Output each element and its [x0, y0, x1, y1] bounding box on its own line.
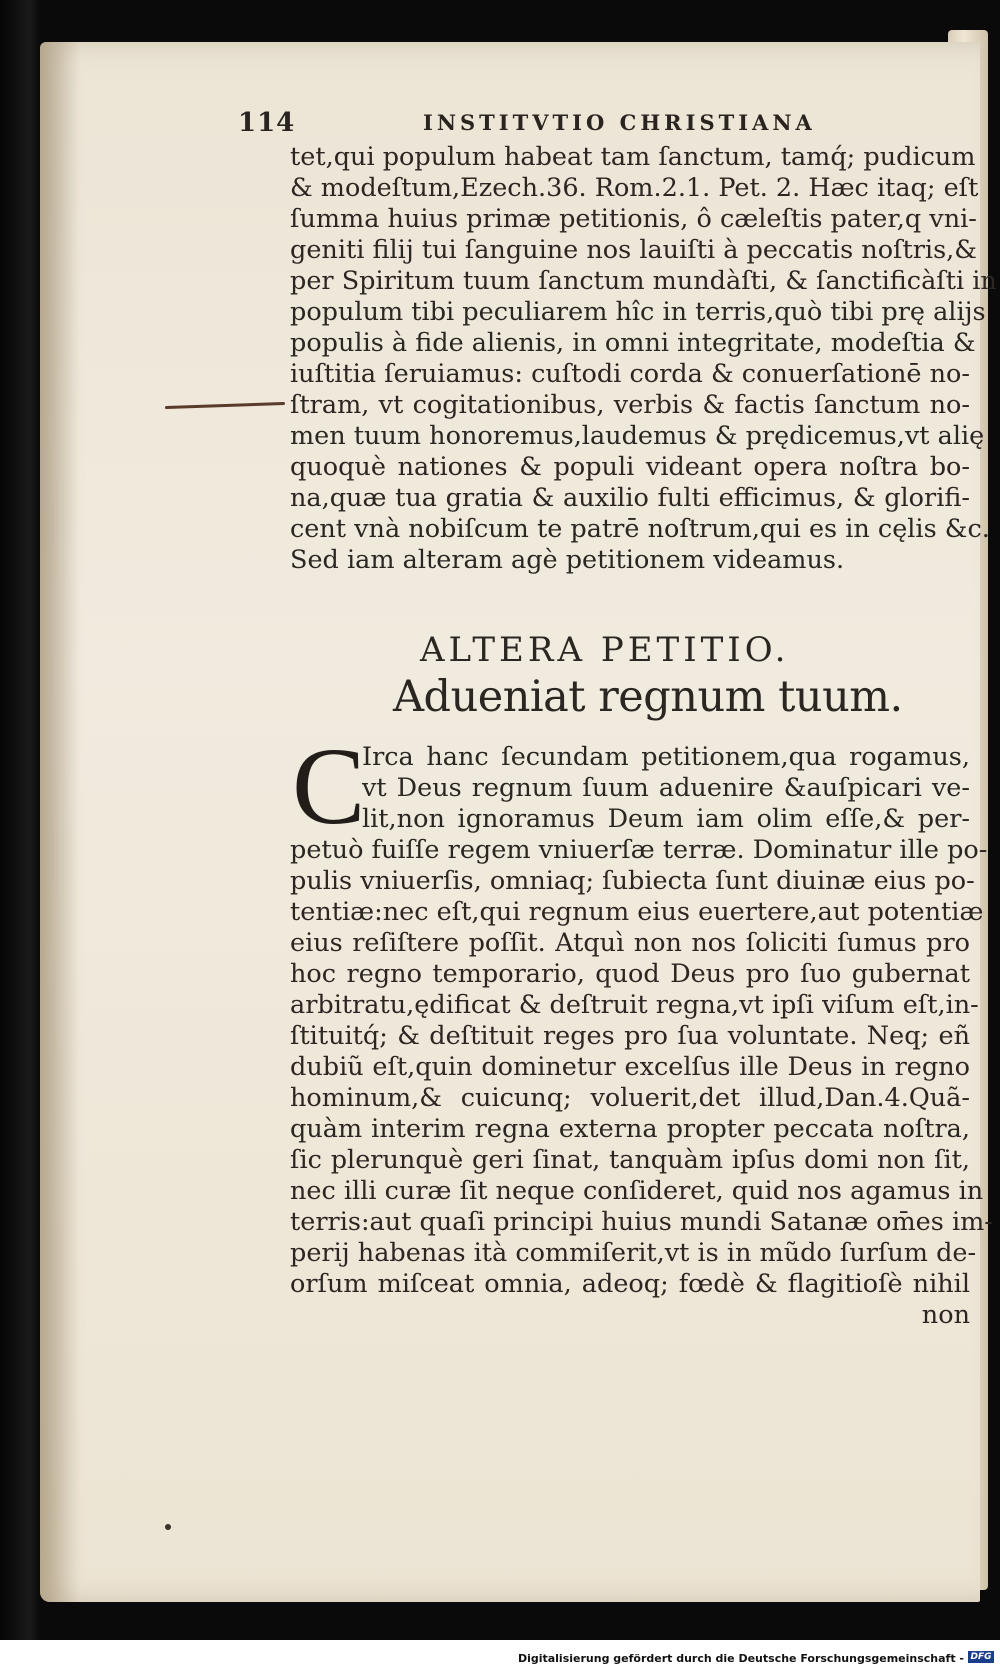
- text-line: geniti filij tui ſanguine nos lauiſti à peccatis noſtris,&: [290, 235, 977, 265]
- text-line: petuò fuiſſe regem vniuerſæ terræ. Dominatur ille po-: [290, 835, 988, 865]
- text-line: eius reſiſtere poſſit. Atquì non nos ſoliciti ſumus pro: [290, 928, 970, 958]
- text-line: terris:aut quaſi principi huius mundi Satanæ om̄es im-: [290, 1207, 993, 1237]
- funding-credit: Digitalisierung gefördert durch die Deutsche Forschungsgemeinschaft -: [517, 1652, 964, 1665]
- text-line: populum tibi peculiarem hîc in terris,quò tibi prę alijs: [290, 297, 986, 327]
- text-line: hoc regno temporario, quod Deus pro ſuo gubernat: [290, 959, 970, 989]
- text-line: Sed iam alteram agè petitionem videamus.: [290, 545, 845, 575]
- text-line: nec illi curæ ſit neque conſideret, quid nos agamus in: [290, 1176, 984, 1206]
- section-subheading: Adueniat regnum tuum.: [393, 672, 903, 722]
- text-line: populis à fide alienis, in omni integritate, modeſtia &: [290, 328, 976, 358]
- page-gutter-shadow: [40, 42, 80, 1602]
- text-line: iuſtitia ſeruiamus: cuſtodi corda & conuerſationē no-: [290, 359, 970, 389]
- page-header: [238, 108, 958, 140]
- text-line: tet,qui populum habeat tam ſanctum, tamq́; pudicum: [290, 142, 976, 172]
- text-line: dubiũ eſt,quin dominetur excelſus ille Deus in regno: [290, 1052, 970, 1082]
- text-line: per Spiritum tuum ſanctum mundàſti, & ſanctificàſti in: [290, 266, 997, 296]
- text-line: vt Deus regnum ſuum aduenire &auſpicari ve-: [362, 773, 970, 803]
- section-heading: ALTERA PETITIO.: [420, 630, 790, 670]
- text-line: ſumma huius primæ petitionis, ô cæleſtis pater,q vni-: [290, 204, 977, 234]
- text-line: quoquè nationes & populi videant opera noſtra bo-: [290, 452, 970, 482]
- running-title: INSTITVTIO CHRISTIANA: [423, 110, 816, 135]
- text-line: arbitratu,ędificat & deſtruit regna,vt ipſi viſum eſt,in-: [290, 990, 979, 1020]
- dfg-logo: DFG: [968, 1651, 994, 1663]
- text-line: & modeſtum,Ezech.36. Rom.2.1. Pet. 2. Hæc itaq; eſt: [290, 173, 979, 203]
- indented-text-block: [362, 742, 970, 835]
- text-line: cent vnà nobiſcum te patrē noſtrum,qui es in cęlis &c.: [290, 514, 990, 544]
- body-text-block: [290, 142, 997, 576]
- text-line: na,quæ tua gratia & auxilio fulti efficimus, & glorifi-: [290, 483, 970, 513]
- continued-text-block: [290, 835, 993, 1331]
- text-line: ſic plerunquè geri ſinat, tanquàm ipſus domi non ſit,: [290, 1145, 970, 1175]
- drop-capital: C: [292, 725, 366, 847]
- catchword: non: [921, 1300, 970, 1330]
- page-number: 114: [238, 108, 296, 138]
- text-line: men tuum honoremus,laudemus & prędicemus,vt alię: [290, 421, 985, 451]
- text-line: Irca hanc ſecundam petitionem,qua rogamus,: [362, 742, 970, 772]
- text-line: orſum miſceat omnia, adeoq; fœdè & flagitioſè nihil: [290, 1269, 970, 1299]
- text-line: perij habenas ità commiſerit,vt is in mũdo ſurſum de-: [290, 1238, 977, 1268]
- text-line: lit,non ignoramus Deum iam olim eſſe,& per-: [362, 804, 970, 834]
- text-line: tentiæ:nec eſt,qui regnum eius euertere,aut potentiæ: [290, 897, 984, 927]
- text-line: ſtituitq́; & deſtituit reges pro ſua voluntate. Neq; eñ: [290, 1021, 970, 1051]
- text-line: pulis vniuerſis, omniaq; ſubiecta ſunt diuinæ eius po-: [290, 866, 975, 896]
- text-line: ſtram, vt cogitationibus, verbis & factis ſanctum no-: [290, 390, 970, 420]
- text-line: hominum,& cuicunq; voluerit,det illud,Dan.4.Quã-: [290, 1083, 970, 1113]
- text-line: quàm interim regna externa propter peccata noſtra,: [290, 1114, 970, 1144]
- ink-speck: [165, 1524, 171, 1530]
